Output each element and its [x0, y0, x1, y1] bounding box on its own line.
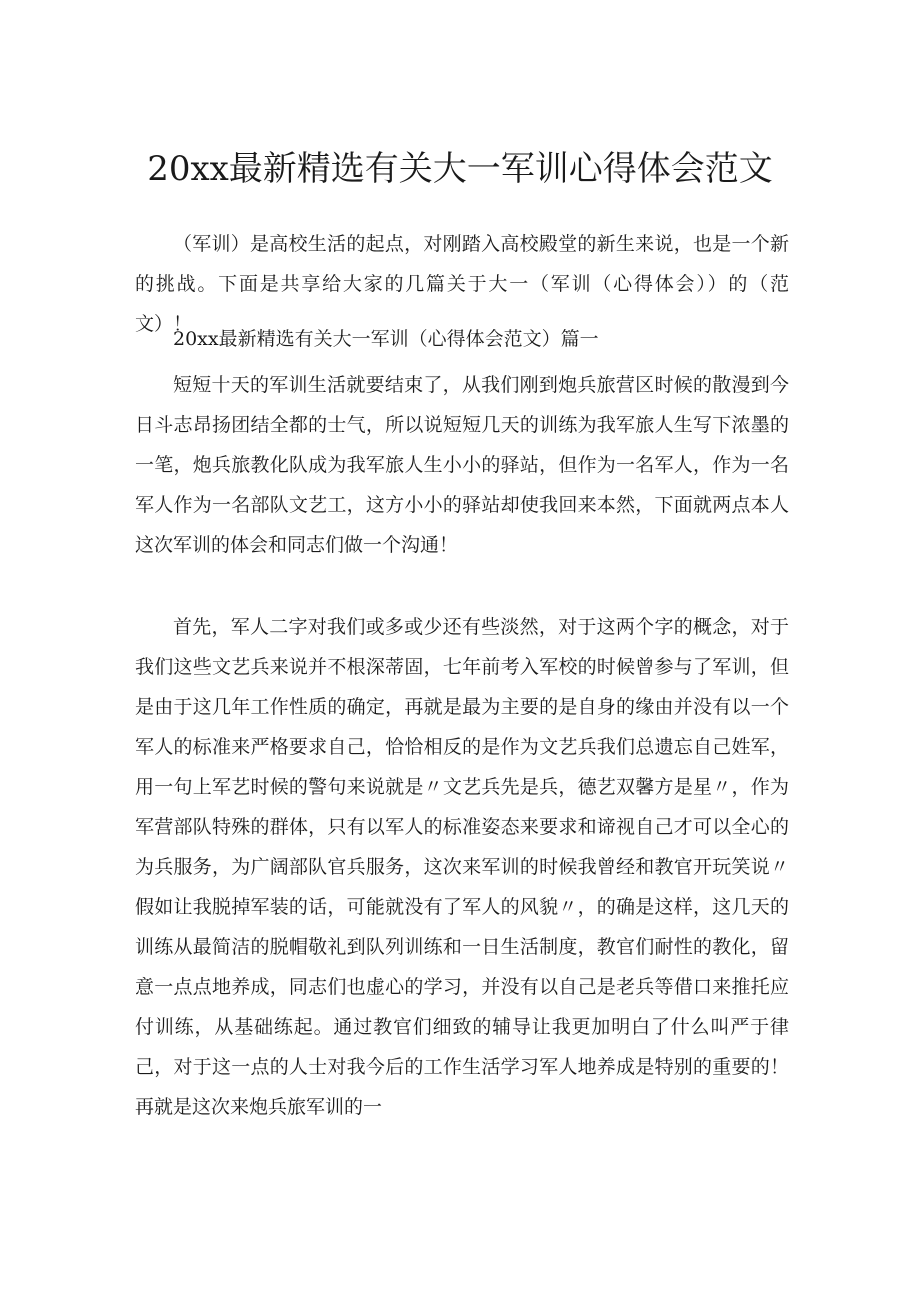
document-title: 20xx最新精选有关大一军训心得体会范文 — [147, 149, 773, 189]
body-paragraph-2: 首先，军人二字对我们或多或少还有些淡然，对于这两个字的概念，对于我们这些文艺兵来说并不根深蒂固，七年前考入军校的时候曾参与了军训，但是由于这几年工作性质的确定，再就是最为主要的是自身的缘由并没有以一个军人的标准来严格要求自己，恰恰相反的是作为文艺兵我们总遗忘自己姓军，用一句上军艺时候的警句来说就是〃文艺兵先是兵，德艺双馨方是星〃，作为军营部队特殊的群体，只有以军人的标准姿态来要求和谛视自己才可以全心的为兵服务，为广阔部队官兵服务，这次来军训的时候我曾经和教官开玩笑说〃假如让我脱掉军装的话，可能就没有了军人的风貌〃，的确是这样，这几天的训练从最简洁的脱帽敬礼到队列训练和一日生活制度，教官们耐性的教化，留意一点点地养成，同志们也虚心的学习，并没有以自己是老兵等借口来推托应付训练，从基础练起。通过教官们细致的辅导让我更加明白了什么叫严于律己，对于这一点的人士对我今后的工作生活学习军人地养成是特别的重要的！再就是这次来炮兵旅军训的一 — [135, 616, 789, 1118]
section-heading: 20xx最新精选有关大一军训（心得体会范文）篇一 — [173, 328, 599, 350]
intro-paragraph: （军训）是高校生活的起点，对刚踏入高校殿堂的新生来说，也是一个新的挑战。下面是共享给大家的几篇关于大一（军训（心得体会））的（范文）！ — [135, 233, 789, 335]
body-paragraph-1: 短短十天的军训生活就要结束了，从我们刚到炮兵旅营区时候的散漫到今日斗志昂扬团结全都的士气，所以说短短几天的训练为我军旅人生写下浓墨的一笔，炮兵旅教化队成为我军旅人生小小的驿站，但作为一名军人，作为一名军人作为一名部队文艺工，这方小小的驿站却使我回来本然，下面就两点本人这次军训的体会和同志们做一个沟通！ — [135, 374, 789, 556]
